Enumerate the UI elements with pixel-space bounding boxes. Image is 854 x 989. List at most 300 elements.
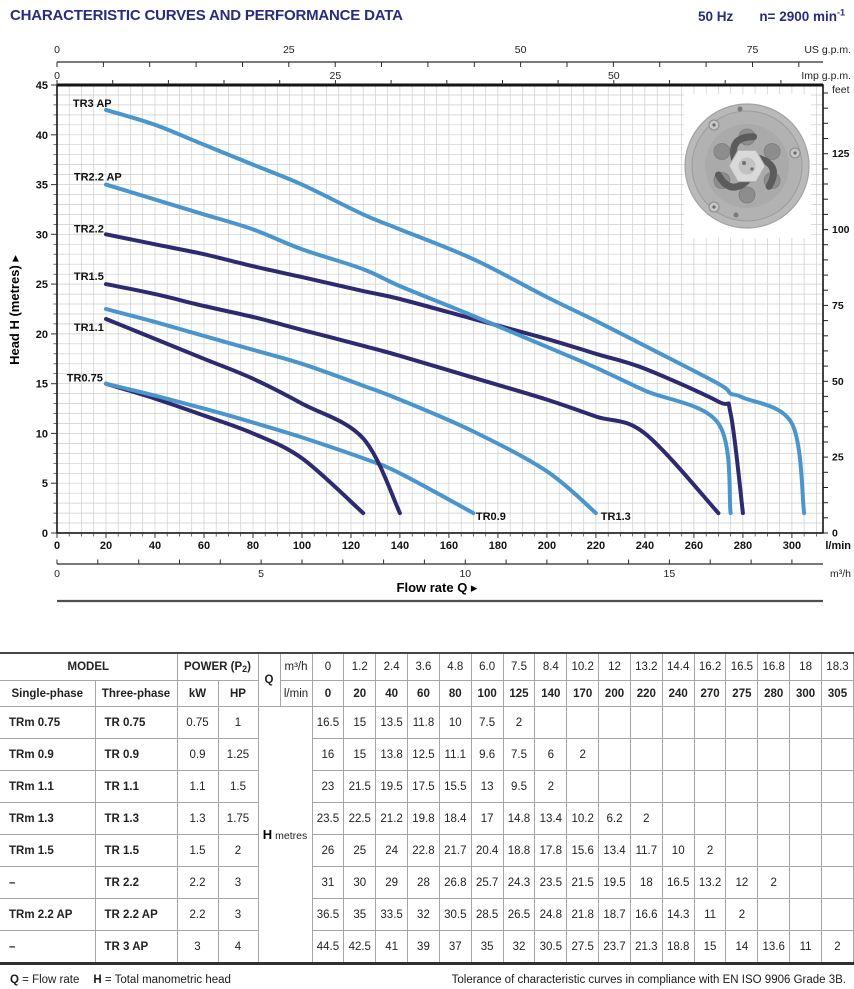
legend-definitions: Q = Flow rate H = Total manometric head xyxy=(10,974,231,986)
tolerance-note: Tolerance of characteristic curves in compliance with EN ISO 9906 Grade 3B. xyxy=(451,974,846,986)
q-m3h-value: 2.4 xyxy=(376,653,408,681)
axis-m3h xyxy=(54,560,851,581)
head-value xyxy=(726,803,758,835)
svg-text:Flow rate Q ▸: Flow rate Q ▸ xyxy=(396,580,478,595)
head-value: 27.5 xyxy=(567,931,599,964)
q-m3h-value: 4.8 xyxy=(439,653,471,681)
svg-text:15: 15 xyxy=(663,568,676,580)
head-value xyxy=(758,739,790,771)
head-value xyxy=(790,835,822,867)
head-value xyxy=(694,771,726,803)
head-value: 14.3 xyxy=(662,899,694,931)
power-kw: 3 xyxy=(177,931,218,964)
head-value xyxy=(790,803,822,835)
head-value: 16.5 xyxy=(312,707,344,739)
head-value: 15.5 xyxy=(439,771,471,803)
svg-text:60: 60 xyxy=(197,540,211,552)
page-title: CHARACTERISTIC CURVES AND PERFORMANCE DATA xyxy=(10,7,403,24)
head-value: 15 xyxy=(694,931,726,964)
svg-text:280: 280 xyxy=(733,540,753,552)
head-value: 18.7 xyxy=(599,899,631,931)
head-value: 13.2 xyxy=(694,867,726,899)
svg-text:0: 0 xyxy=(54,44,60,56)
q-m3h-value: 6.0 xyxy=(471,653,503,681)
head-value xyxy=(758,771,790,803)
svg-text:l/min: l/min xyxy=(825,540,851,552)
table-subheader-row xyxy=(0,681,854,707)
speed-value: n= 2900 $\min^{-1}$ xyxy=(759,7,845,24)
svg-text:10: 10 xyxy=(35,428,48,441)
head-value: 13.4 xyxy=(535,803,567,835)
frequency-value: 50 Hz xyxy=(698,8,734,24)
head-value xyxy=(567,707,599,739)
power-kw: 0.9 xyxy=(177,739,218,771)
x-axis-title xyxy=(397,580,478,595)
svg-text:TR1.5: TR1.5 xyxy=(73,271,104,284)
head-value xyxy=(822,835,854,867)
head-value xyxy=(694,707,726,739)
svg-text:0: 0 xyxy=(54,568,60,580)
svg-text:TR0.9: TR0.9 xyxy=(475,511,506,524)
svg-text:0: 0 xyxy=(832,527,838,540)
head-value: 39 xyxy=(408,931,440,964)
power-hp: 3 xyxy=(218,867,258,899)
svg-text:TR1.1: TR1.1 xyxy=(73,321,104,334)
head-value: 6 xyxy=(535,739,567,771)
head-value xyxy=(662,771,694,803)
head-value: 33.5 xyxy=(376,899,408,931)
svg-text:50: 50 xyxy=(607,70,620,82)
svg-text:30: 30 xyxy=(35,229,48,242)
svg-text:75: 75 xyxy=(832,299,844,312)
axis-imp-gpm xyxy=(54,70,851,85)
head-value: 2 xyxy=(758,867,790,899)
single-phase-model: TRm 0.75 xyxy=(0,707,95,739)
head-metres-label: H metres xyxy=(258,707,312,964)
q-unit-lmin: l/min xyxy=(280,681,312,707)
head-value: 28 xyxy=(408,867,440,899)
head-value: 26.5 xyxy=(503,899,535,931)
head-value: 28.5 xyxy=(471,899,503,931)
head-value: 13.4 xyxy=(599,835,631,867)
svg-text:100: 100 xyxy=(292,540,312,552)
head-value: 2 xyxy=(822,931,854,964)
power-hp: 3 xyxy=(218,899,258,931)
head-value: 10.2 xyxy=(567,803,599,835)
table-row xyxy=(0,707,854,739)
head-value: 9.6 xyxy=(471,739,503,771)
power-kw: 0.75 xyxy=(177,707,218,739)
svg-text:20: 20 xyxy=(99,540,113,552)
head-value: 15 xyxy=(344,707,376,739)
q-lmin-value: 20 xyxy=(344,681,376,707)
head-value: 6.2 xyxy=(599,803,631,835)
head-value: 24 xyxy=(376,835,408,867)
power-hp: 1.5 xyxy=(218,771,258,803)
head-value: 21.8 xyxy=(567,899,599,931)
head-value xyxy=(599,707,631,739)
q-m3h-value: 18.3 xyxy=(822,653,854,681)
head-value xyxy=(822,899,854,931)
head-value xyxy=(758,707,790,739)
head-value: 26.8 xyxy=(439,867,471,899)
head-value: 25 xyxy=(344,835,376,867)
head-value: 35 xyxy=(471,931,503,964)
head-value xyxy=(758,899,790,931)
svg-text:200: 200 xyxy=(537,540,557,552)
head-value: 18.8 xyxy=(503,835,535,867)
svg-text:25: 25 xyxy=(832,451,844,464)
head-value xyxy=(694,803,726,835)
svg-text:120: 120 xyxy=(341,540,361,552)
three-phase-header: Three-phase xyxy=(95,681,177,707)
head-value: 14.8 xyxy=(503,803,535,835)
head-value: 17.8 xyxy=(535,835,567,867)
power-kw: 1.5 xyxy=(177,835,218,867)
head-value: 21.7 xyxy=(439,835,471,867)
head-value: 30 xyxy=(344,867,376,899)
svg-text:220: 220 xyxy=(586,540,606,552)
single-phase-model: TRm 2.2 AP xyxy=(0,899,95,931)
head-value xyxy=(599,739,631,771)
table-row xyxy=(0,739,854,771)
head-value: 19.5 xyxy=(599,867,631,899)
head-value xyxy=(630,707,662,739)
table-row xyxy=(0,867,854,899)
svg-text:TR1.3: TR1.3 xyxy=(600,511,631,524)
head-value: 31 xyxy=(312,867,344,899)
head-value: 29 xyxy=(376,867,408,899)
svg-text:0: 0 xyxy=(53,540,61,552)
head-value: 37 xyxy=(439,931,471,964)
head-value: 11.8 xyxy=(408,707,440,739)
head-value: 16 xyxy=(312,739,344,771)
head-value: 13.5 xyxy=(376,707,408,739)
head-value xyxy=(630,739,662,771)
head-value: 10 xyxy=(662,835,694,867)
power-hp: 2 xyxy=(218,835,258,867)
q-lmin-value: 170 xyxy=(567,681,599,707)
head-value xyxy=(758,835,790,867)
axis-lmin xyxy=(54,533,851,552)
svg-text:100: 100 xyxy=(832,224,850,237)
head-value: 13.8 xyxy=(376,739,408,771)
svg-text:10: 10 xyxy=(459,568,472,580)
head-value: 2 xyxy=(567,739,599,771)
q-lmin-value: 125 xyxy=(503,681,535,707)
svg-text:0: 0 xyxy=(54,70,60,82)
q-lmin-value: 300 xyxy=(790,681,822,707)
power-kw: 1.3 xyxy=(177,803,218,835)
power-hp: 1 xyxy=(218,707,258,739)
svg-text:25: 25 xyxy=(35,279,48,292)
head-value xyxy=(662,803,694,835)
head-value: 19.5 xyxy=(376,771,408,803)
head-value: 21.5 xyxy=(567,867,599,899)
head-value: 30.5 xyxy=(535,931,567,964)
svg-text:15: 15 xyxy=(35,378,48,391)
single-phase-model: – xyxy=(0,867,95,899)
svg-text:75: 75 xyxy=(746,44,759,56)
q-lmin-value: 270 xyxy=(694,681,726,707)
three-phase-model: TR 1.3 xyxy=(95,803,177,835)
model-header: MODEL xyxy=(0,653,177,681)
head-value: 18.4 xyxy=(439,803,471,835)
q-lmin-value: 80 xyxy=(439,681,471,707)
table-header-row xyxy=(0,653,854,681)
curve-TR2.2-AP xyxy=(106,185,731,513)
three-phase-model: TR 1.5 xyxy=(95,835,177,867)
head-value: 44.5 xyxy=(312,931,344,964)
head-value: 2 xyxy=(630,803,662,835)
svg-text:0: 0 xyxy=(41,528,48,540)
head-value: 21.2 xyxy=(376,803,408,835)
power-hp: 1.25 xyxy=(218,739,258,771)
head-value xyxy=(758,803,790,835)
svg-text:5: 5 xyxy=(258,568,265,580)
head-value xyxy=(790,899,822,931)
hp-header: HP xyxy=(218,681,258,707)
q-m3h-value: 7.5 xyxy=(503,653,535,681)
head-value xyxy=(726,739,758,771)
head-value: 11 xyxy=(790,931,822,964)
q-lmin-value: 280 xyxy=(758,681,790,707)
head-value xyxy=(790,771,822,803)
head-value: 15.6 xyxy=(567,835,599,867)
table-row xyxy=(0,835,854,867)
q-m3h-value: 13.2 xyxy=(630,653,662,681)
q-m3h-value: 18 xyxy=(790,653,822,681)
q-lmin-value: 305 xyxy=(822,681,854,707)
head-value xyxy=(726,771,758,803)
q-lmin-value: 200 xyxy=(599,681,631,707)
head-value: 2 xyxy=(535,771,567,803)
power-kw: 1.1 xyxy=(177,771,218,803)
q-m3h-value: 1.2 xyxy=(344,653,376,681)
power-header: POWER (P2) xyxy=(177,653,258,681)
svg-text:TR2.2 AP: TR2.2 AP xyxy=(73,171,122,184)
head-value: 24.3 xyxy=(503,867,535,899)
single-phase-model: TRm 1.3 xyxy=(0,803,95,835)
head-value xyxy=(822,707,854,739)
power-hp: 4 xyxy=(218,931,258,964)
head-value: 15 xyxy=(344,739,376,771)
q-header: Q xyxy=(258,653,280,707)
svg-text:5: 5 xyxy=(41,478,48,491)
head-value: 7.5 xyxy=(503,739,535,771)
head-value: 25.7 xyxy=(471,867,503,899)
head-value: 7.5 xyxy=(471,707,503,739)
head-value xyxy=(694,739,726,771)
head-value: 9.5 xyxy=(503,771,535,803)
three-phase-model: TR 1.1 xyxy=(95,771,177,803)
head-value: 32 xyxy=(503,931,535,964)
three-phase-model: TR 0.75 xyxy=(95,707,177,739)
head-value: 10 xyxy=(439,707,471,739)
head-value xyxy=(822,771,854,803)
head-value: 13 xyxy=(471,771,503,803)
head-value xyxy=(822,867,854,899)
svg-text:40: 40 xyxy=(148,540,162,552)
head-value: 36.5 xyxy=(312,899,344,931)
svg-text:feet: feet xyxy=(832,84,850,96)
head-value: 13.6 xyxy=(758,931,790,964)
q-m3h-value: 16.8 xyxy=(758,653,790,681)
power-kw: 2.2 xyxy=(177,867,218,899)
head-value: 32 xyxy=(408,899,440,931)
head-value xyxy=(726,835,758,867)
q-m3h-value: 10.2 xyxy=(567,653,599,681)
svg-text:160: 160 xyxy=(439,540,459,552)
page-header xyxy=(0,0,854,36)
head-value xyxy=(535,707,567,739)
head-value xyxy=(599,771,631,803)
characteristic-curves-chart xyxy=(0,36,854,610)
three-phase-model: TR 0.9 xyxy=(95,739,177,771)
q-lmin-value: 140 xyxy=(535,681,567,707)
q-m3h-value: 0 xyxy=(312,653,344,681)
head-value xyxy=(790,739,822,771)
svg-text:40: 40 xyxy=(35,129,48,142)
svg-text:125: 125 xyxy=(832,148,850,161)
svg-text:50: 50 xyxy=(832,375,844,388)
svg-text:25: 25 xyxy=(282,44,295,56)
curve-labels xyxy=(67,98,631,523)
svg-text:260: 260 xyxy=(684,540,704,552)
head-value: 19.8 xyxy=(408,803,440,835)
operating-conditions xyxy=(698,7,845,24)
q-m3h-value: 16.5 xyxy=(726,653,758,681)
head-value: 21.3 xyxy=(630,931,662,964)
three-phase-model: TR 2.2 AP xyxy=(95,899,177,931)
head-value: 16.6 xyxy=(630,899,662,931)
svg-text:25: 25 xyxy=(329,70,342,82)
head-value: 2 xyxy=(694,835,726,867)
axis-feet xyxy=(823,84,850,540)
q-m3h-value: 12 xyxy=(599,653,631,681)
head-value xyxy=(567,771,599,803)
svg-text:20: 20 xyxy=(35,328,48,341)
head-value: 21.5 xyxy=(344,771,376,803)
svg-text:80: 80 xyxy=(246,540,260,552)
head-value: 41 xyxy=(376,931,408,964)
head-value: 42.5 xyxy=(344,931,376,964)
q-lmin-value: 60 xyxy=(408,681,440,707)
head-value xyxy=(822,739,854,771)
head-value: 23.5 xyxy=(535,867,567,899)
power-kw: 2.2 xyxy=(177,899,218,931)
axis-us-gpm xyxy=(54,44,851,67)
q-lmin-value: 240 xyxy=(662,681,694,707)
q-m3h-value: 16.2 xyxy=(694,653,726,681)
head-value xyxy=(822,803,854,835)
head-value xyxy=(726,707,758,739)
head-value: 24.8 xyxy=(535,899,567,931)
table-row xyxy=(0,771,854,803)
single-phase-model: TRm 1.5 xyxy=(0,835,95,867)
q-lmin-value: 100 xyxy=(471,681,503,707)
head-value: 22.8 xyxy=(408,835,440,867)
three-phase-model: TR 2.2 xyxy=(95,867,177,899)
head-value xyxy=(662,739,694,771)
head-value: 30.5 xyxy=(439,899,471,931)
head-value: 11 xyxy=(694,899,726,931)
page-footer xyxy=(0,974,854,986)
head-value: 14 xyxy=(726,931,758,964)
power-hp: 1.75 xyxy=(218,803,258,835)
head-value: 23 xyxy=(312,771,344,803)
svg-text:45: 45 xyxy=(35,80,48,92)
svg-text:240: 240 xyxy=(635,540,655,552)
head-value: 17 xyxy=(471,803,503,835)
single-phase-model: – xyxy=(0,931,95,964)
svg-text:m³/h: m³/h xyxy=(830,568,851,580)
head-value: 12.5 xyxy=(408,739,440,771)
head-value: 22.5 xyxy=(344,803,376,835)
pump-impeller-photo xyxy=(684,94,811,238)
svg-text:Imp g.p.m.: Imp g.p.m. xyxy=(801,70,851,82)
head-value xyxy=(662,707,694,739)
head-value: 23.7 xyxy=(599,931,631,964)
single-phase-model: TRm 1.1 xyxy=(0,771,95,803)
table-row xyxy=(0,931,854,964)
head-value: 26 xyxy=(312,835,344,867)
three-phase-model: TR 3 AP xyxy=(95,931,177,964)
head-value xyxy=(630,771,662,803)
head-value xyxy=(790,707,822,739)
svg-text:TR2.2: TR2.2 xyxy=(73,223,104,236)
head-value: 18 xyxy=(630,867,662,899)
q-lmin-value: 275 xyxy=(726,681,758,707)
head-value xyxy=(790,867,822,899)
kw-header: kW xyxy=(177,681,218,707)
head-value: 35 xyxy=(344,899,376,931)
table-row xyxy=(0,803,854,835)
single-phase-model: TRm 0.9 xyxy=(0,739,95,771)
head-value: 2 xyxy=(503,707,535,739)
svg-text:140: 140 xyxy=(390,540,410,552)
head-value: 11.7 xyxy=(630,835,662,867)
head-value: 11.1 xyxy=(439,739,471,771)
axis-head-metres xyxy=(36,80,57,540)
svg-text:US g.p.m.: US g.p.m. xyxy=(804,44,851,56)
head-value: 23.5 xyxy=(312,803,344,835)
svg-text:50: 50 xyxy=(514,44,527,56)
q-unit-m3h: m³/h xyxy=(280,653,312,681)
table-row xyxy=(0,899,854,931)
q-m3h-value: 14.4 xyxy=(662,653,694,681)
q-m3h-value: 8.4 xyxy=(535,653,567,681)
svg-text:TR3 AP: TR3 AP xyxy=(72,97,112,110)
svg-text:Head H (metres) ▸: Head H (metres) ▸ xyxy=(7,255,22,365)
q-lmin-value: 40 xyxy=(376,681,408,707)
q-lmin-value: 0 xyxy=(312,681,344,707)
y-axis-title xyxy=(7,255,22,365)
head-value: 2 xyxy=(726,899,758,931)
head-value: 18.8 xyxy=(662,931,694,964)
head-value: 16.5 xyxy=(662,867,694,899)
svg-text:300: 300 xyxy=(782,540,802,552)
head-value: 20.4 xyxy=(471,835,503,867)
q-lmin-value: 220 xyxy=(630,681,662,707)
single-phase-header: Single-phase xyxy=(0,681,95,707)
q-m3h-value: 3.6 xyxy=(408,653,440,681)
svg-text:180: 180 xyxy=(488,540,508,552)
head-value: 17.5 xyxy=(408,771,440,803)
curve-TR0.75 xyxy=(106,384,363,513)
svg-text:35: 35 xyxy=(35,179,48,192)
svg-text:TR0.75: TR0.75 xyxy=(66,372,103,385)
